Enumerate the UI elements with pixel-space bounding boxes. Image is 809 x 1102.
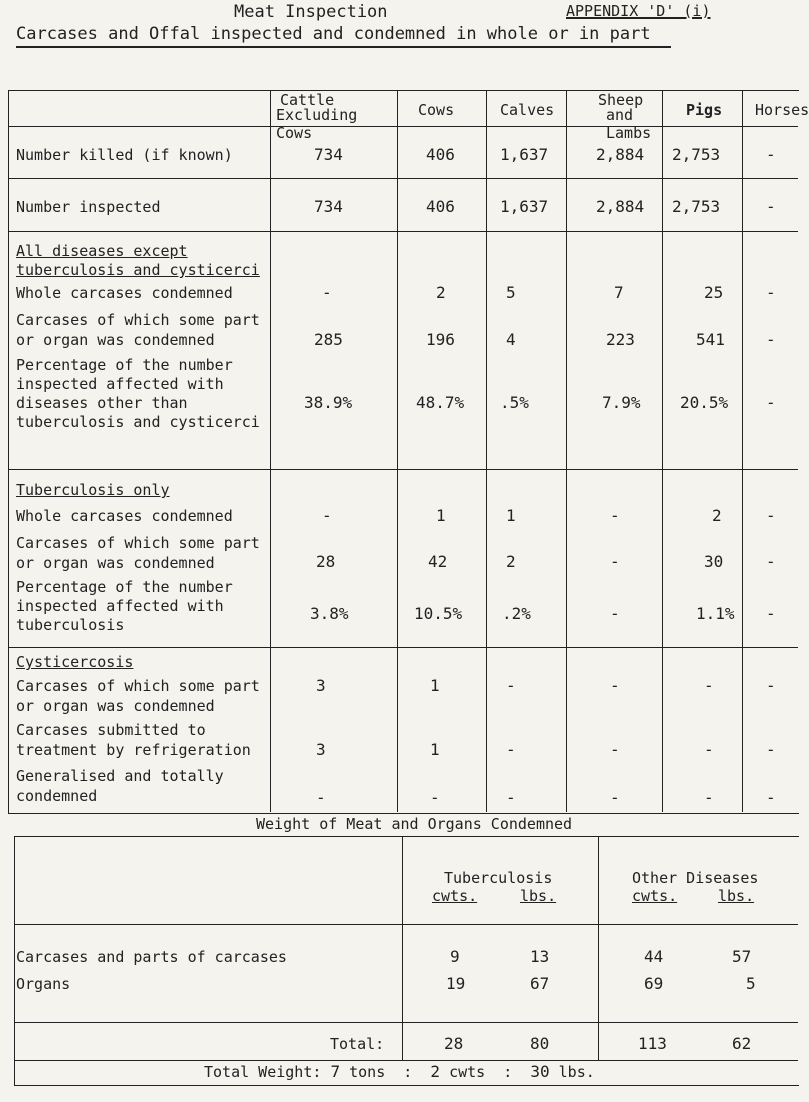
row-label: Carcases of which some part or organ was condemned — [16, 534, 260, 572]
cell: 42 — [428, 552, 448, 571]
cell: 1 — [430, 676, 440, 695]
col-header-cows: Cows — [418, 101, 455, 119]
unit-header: lbs. — [520, 887, 557, 905]
col-header-sheep: Sheep — [598, 91, 644, 109]
cell: 541 — [696, 330, 725, 349]
unit-header: lbs. — [718, 887, 755, 905]
page-subtitle: Carcases and Offal inspected and condemned in whole or in part — [16, 24, 651, 44]
cwts-unit: cwts — [449, 1063, 486, 1081]
cell: 1 — [430, 740, 440, 759]
group-header-other: Other Diseases — [632, 869, 759, 887]
cell: 13 — [530, 947, 550, 966]
cell: - — [316, 788, 326, 807]
cell: 406 — [426, 197, 455, 216]
row-label: Carcases of which some part or organ was condemned — [16, 677, 260, 715]
cell: .2% — [502, 604, 531, 623]
cell: 30 — [704, 552, 724, 571]
cell: 2,884 — [596, 197, 645, 216]
unit-header: cwts. — [632, 887, 678, 905]
cell: - — [506, 788, 516, 807]
section-title-tuberculosis: Tuberculosis only — [16, 481, 170, 499]
cell: 57 — [732, 947, 752, 966]
cell: - — [766, 676, 776, 695]
cell: 2 — [712, 506, 722, 525]
cell: 285 — [314, 330, 343, 349]
cell: 1.1% — [696, 604, 735, 623]
cell: 1 — [436, 506, 446, 525]
cell: 4 — [506, 330, 516, 349]
cell: 2,884 — [596, 145, 645, 164]
cell: 7 — [614, 283, 624, 302]
cell: 28 — [444, 1034, 464, 1053]
row-label: Carcases and parts of carcases — [16, 948, 287, 966]
cell: - — [766, 283, 776, 302]
cell: - — [766, 197, 776, 216]
cell: - — [610, 506, 620, 525]
cell: 20.5% — [680, 393, 729, 412]
cell: 2,753 — [672, 145, 721, 164]
cell: 5 — [506, 283, 516, 302]
cell: - — [610, 552, 620, 571]
lbs-unit: lbs. — [558, 1063, 595, 1081]
group-header-tuberculosis: Tuberculosis — [444, 869, 553, 887]
cell: - — [322, 506, 332, 525]
section-title-cysticercosis: Cysticercosis — [16, 653, 134, 671]
col-header-cattle: Excluding Cows — [276, 106, 358, 142]
cell: 734 — [314, 197, 343, 216]
col-header-pigs: Pigs — [686, 101, 723, 119]
cell: - — [610, 676, 620, 695]
weight-table-title: Weight of Meat and Organs Condemned — [256, 815, 573, 833]
cell: - — [704, 676, 714, 695]
tons-unit: tons — [349, 1063, 386, 1081]
cell: - — [322, 283, 332, 302]
col-header-sheep-2: and Lambs — [606, 106, 652, 142]
row-label-killed: Number killed (if known) — [16, 146, 233, 164]
cell: 28 — [316, 552, 336, 571]
cell: - — [704, 788, 714, 807]
cell: 223 — [606, 330, 635, 349]
cell: 44 — [644, 947, 664, 966]
row-label: Organs — [16, 975, 71, 993]
cell: - — [704, 740, 714, 759]
subtitle-rule — [16, 46, 671, 48]
cell: - — [766, 740, 776, 759]
row-label: Carcases submitted to treatment by refrigeration — [16, 721, 251, 759]
cell: 48.7% — [416, 393, 465, 412]
cell: - — [766, 330, 776, 349]
row-label: Whole carcases condemned — [16, 284, 233, 302]
unit-header: cwts. — [432, 887, 478, 905]
appendix-label: APPENDIX 'D' (i) — [566, 2, 711, 20]
cell: - — [610, 788, 620, 807]
total-weight-lbs: 30 — [530, 1062, 550, 1081]
row-label: Percentage of the number inspected affected with diseases other than tuberculosis and cysticerci — [16, 356, 260, 431]
cell: 69 — [644, 974, 664, 993]
cell: 7.9% — [602, 393, 641, 412]
cell: 113 — [638, 1034, 667, 1053]
cell: 1,637 — [500, 197, 549, 216]
cell: 80 — [530, 1034, 550, 1053]
cell: - — [766, 552, 776, 571]
cell: - — [506, 676, 516, 695]
cell: 10.5% — [414, 604, 463, 623]
total-weight: Total Weight: 7 tons : 2 cwts : 30 lbs. — [204, 1062, 595, 1081]
total-label: Total: — [330, 1035, 385, 1053]
cell: 2,753 — [672, 197, 721, 216]
section-title-all-diseases: All diseases except tuberculosis and cysticerci — [16, 242, 260, 279]
cell: - — [506, 740, 516, 759]
total-weight-tons: 7 — [330, 1062, 341, 1081]
cell: - — [610, 604, 620, 623]
cell: - — [766, 506, 776, 525]
cell: 3 — [316, 676, 326, 695]
cell: - — [430, 788, 440, 807]
cell: - — [766, 788, 776, 807]
cell: - — [610, 740, 620, 759]
cell: 2 — [506, 552, 516, 571]
col-header-cattle-line1: Cattle — [280, 91, 335, 109]
cell: 2 — [436, 283, 446, 302]
page-title: Meat Inspection — [234, 2, 388, 22]
row-label: Whole carcases condemned — [16, 507, 233, 525]
cell: 734 — [314, 145, 343, 164]
cell: 38.9% — [304, 393, 353, 412]
cell: 19 — [446, 974, 466, 993]
cell: 62 — [732, 1034, 752, 1053]
cell: 67 — [530, 974, 550, 993]
cell: 1,637 — [500, 145, 549, 164]
row-label: Generalised and totally condemned — [16, 767, 224, 805]
row-label-inspected: Number inspected — [16, 198, 161, 216]
row-label: Percentage of the number inspected affected with tuberculosis — [16, 578, 233, 634]
total-weight-label: Total Weight: — [204, 1063, 322, 1081]
cell: .5% — [500, 393, 529, 412]
cell: 3.8% — [310, 604, 349, 623]
cell: 1 — [506, 506, 516, 525]
col-header-horses: Horses — [755, 101, 809, 119]
cell: - — [766, 145, 776, 164]
row-label: Carcases of which some part or organ was condemned — [16, 311, 260, 349]
cell: - — [766, 604, 776, 623]
cell: 406 — [426, 145, 455, 164]
cell: 9 — [450, 947, 460, 966]
cell: 3 — [316, 740, 326, 759]
col-header-calves: Calves — [500, 101, 555, 119]
cell: 5 — [746, 974, 756, 993]
cell: - — [766, 393, 776, 412]
cell: 25 — [704, 283, 724, 302]
total-weight-cwts: 2 — [430, 1062, 441, 1081]
cell: 196 — [426, 330, 455, 349]
